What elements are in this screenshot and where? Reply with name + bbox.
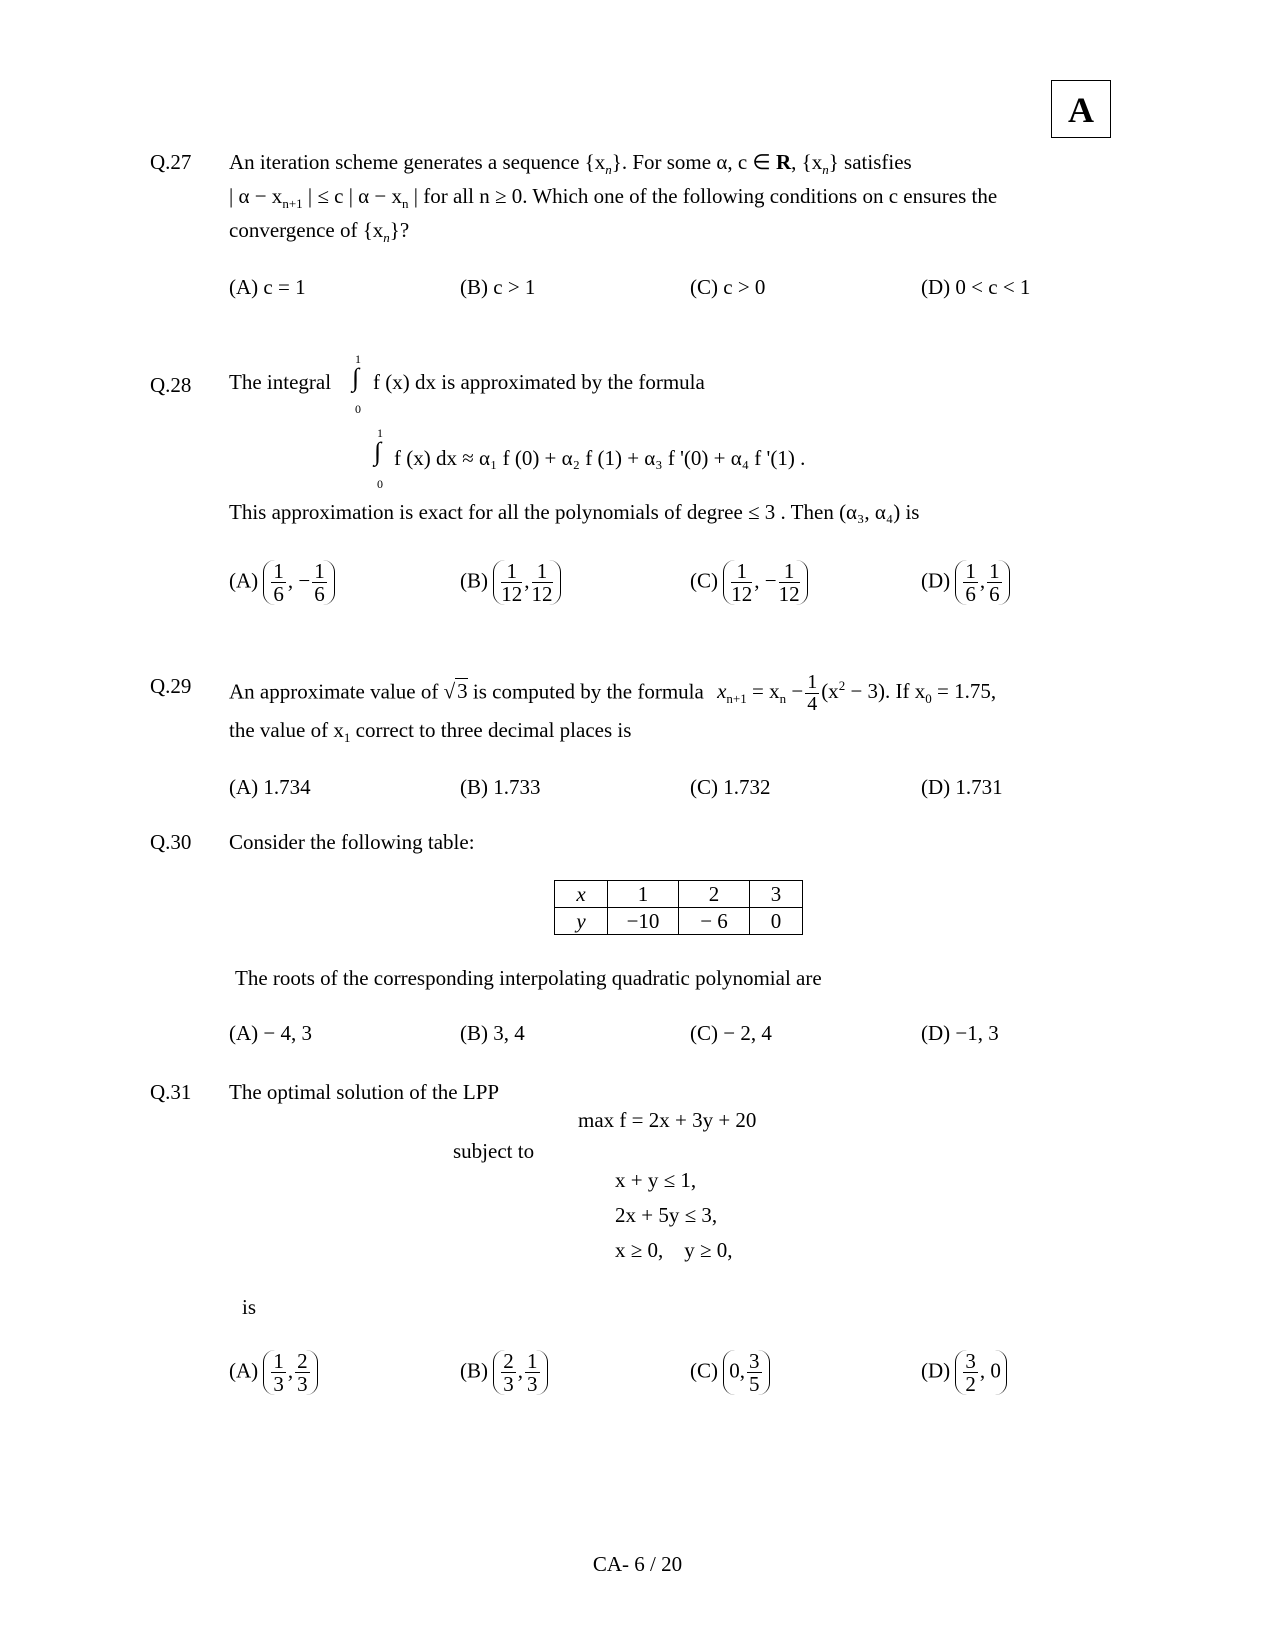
q31-intro: The optimal solution of the LPP [229, 1080, 500, 1104]
question-number-30: Q.30 [150, 830, 192, 854]
table-cell: 3 [750, 881, 803, 908]
q31-objective: max f = 2x + 3y + 20 [578, 1108, 757, 1132]
q28-formula: f (x) dx ≈ α₁ f (0) + α₂ f (1) + α₃ f '(0) + α₄ f '(1) . [394, 446, 806, 470]
q28-option-c: (C) $\frac{1}{12}$ , − $\frac{1}{12}$ [690, 560, 808, 605]
q29-option-c: (C) 1.732 [690, 775, 771, 799]
sqrt-symbol: √ [443, 679, 456, 704]
q27-option-a: (A) c = 1 [229, 275, 306, 299]
q30-table [554, 880, 803, 935]
q31-option-c: (C) 0, $\frac{3}{5}$ [690, 1350, 770, 1395]
q30-option-c: (C) − 2, 4 [690, 1021, 772, 1045]
table-cell: − 6 [679, 908, 750, 935]
q28-intro-b: f (x) dx is approximated by the formula [373, 370, 705, 394]
q27-option-b: (B) c > 1 [460, 275, 536, 299]
q30-intro: Consider the following table: [229, 830, 475, 854]
q30-option-a: (A) − 4, 3 [229, 1021, 312, 1045]
q31-subject-to: subject to [453, 1139, 535, 1163]
table-row [555, 881, 803, 908]
q27-line-3: convergence of $\{x_n\}$? [229, 218, 410, 246]
q31-option-d: (D) $\frac{3}{2}$ , 0 [921, 1350, 1007, 1395]
q29-option-a: (A) 1.734 [229, 775, 311, 799]
table-row [555, 908, 803, 935]
q31-option-a: (A) $\frac{1}{3}$ , $\frac{2}{3}$ [229, 1350, 318, 1395]
table-cell: 1 [608, 881, 679, 908]
q28-intro-a: The integral [229, 370, 332, 394]
page-footer: CA- 6 / 20 [592, 1552, 683, 1576]
q28-limit-lower-2: 0 [377, 477, 383, 491]
q27-line-1: An iteration scheme generates a sequence $\{x_n\}$. For some α, c ∈ R, $\{x_n\}$ satisfies [229, 150, 912, 178]
q30-statement: The roots of the corresponding interpolating quadratic polynomial are [235, 966, 822, 990]
q31-constraint-3: x ≥ 0, y ≥ 0, [615, 1238, 733, 1262]
q27-option-c: (C) c > 0 [690, 275, 766, 299]
question-number-28: Q.28 [150, 373, 192, 397]
integral-sign: ∫ [374, 437, 382, 466]
q29-line-2: the value of $x_1$ correct to three decimal places is [229, 718, 632, 746]
table-cell: −10 [608, 908, 679, 935]
q30-option-d: (D) −1, 3 [921, 1021, 999, 1045]
q29-option-d: (D) 1.731 [921, 775, 1003, 799]
q28-limit-upper-1: 1 [355, 352, 361, 366]
q31-constraint-2: 2x + 5y ≤ 3, [615, 1203, 718, 1227]
integral-sign: ∫ [352, 363, 360, 392]
table-cell: 0 [750, 908, 803, 935]
q31-is: is [242, 1295, 257, 1319]
q27-line-2: | $\alpha - x_{n+1}$ | ≤ c | $\alpha - x_n$ | for all n ≥ 0. Which one of the following conditions on c ensures the [229, 184, 998, 212]
table-cell: y [555, 908, 608, 935]
q28-option-b: (B) $\frac{1}{12}$ , $\frac{1}{12}$ [460, 560, 561, 605]
table-cell: x [555, 881, 608, 908]
question-number-27: Q.27 [150, 150, 192, 174]
q29-option-b: (B) 1.733 [460, 775, 541, 799]
q29-line-1: An approximate value of √3 is computed by the formula $x_{n+1} = x_n$ − $\frac{1}{4}$ $(x^2 - 3)$. If $x_0 = 1.75$, [229, 671, 997, 715]
table-cell: 2 [679, 881, 750, 908]
q28-statement: This approximation is exact for all the polynomials of degree ≤ 3 . Then (α₃, α₄) is [229, 500, 920, 524]
question-number-29: Q.29 [150, 674, 192, 698]
q30-option-b: (B) 3, 4 [460, 1021, 525, 1045]
q28-limit-lower-1: 0 [355, 402, 361, 416]
set-code-box: A [1051, 80, 1111, 138]
q28-option-a: (A) $\frac{1}{6}$ , − $\frac{1}{6}$ [229, 560, 335, 605]
q27-option-d: (D) 0 < c < 1 [921, 275, 1031, 299]
question-number-31: Q.31 [150, 1080, 192, 1104]
q31-option-b: (B) $\frac{2}{3}$ , $\frac{1}{3}$ [460, 1350, 548, 1395]
q28-limit-upper-2: 1 [377, 426, 383, 440]
q31-constraint-1: x + y ≤ 1, [615, 1168, 697, 1192]
q28-option-d: (D) $\frac{1}{6}$ , $\frac{1}{6}$ [921, 560, 1010, 605]
